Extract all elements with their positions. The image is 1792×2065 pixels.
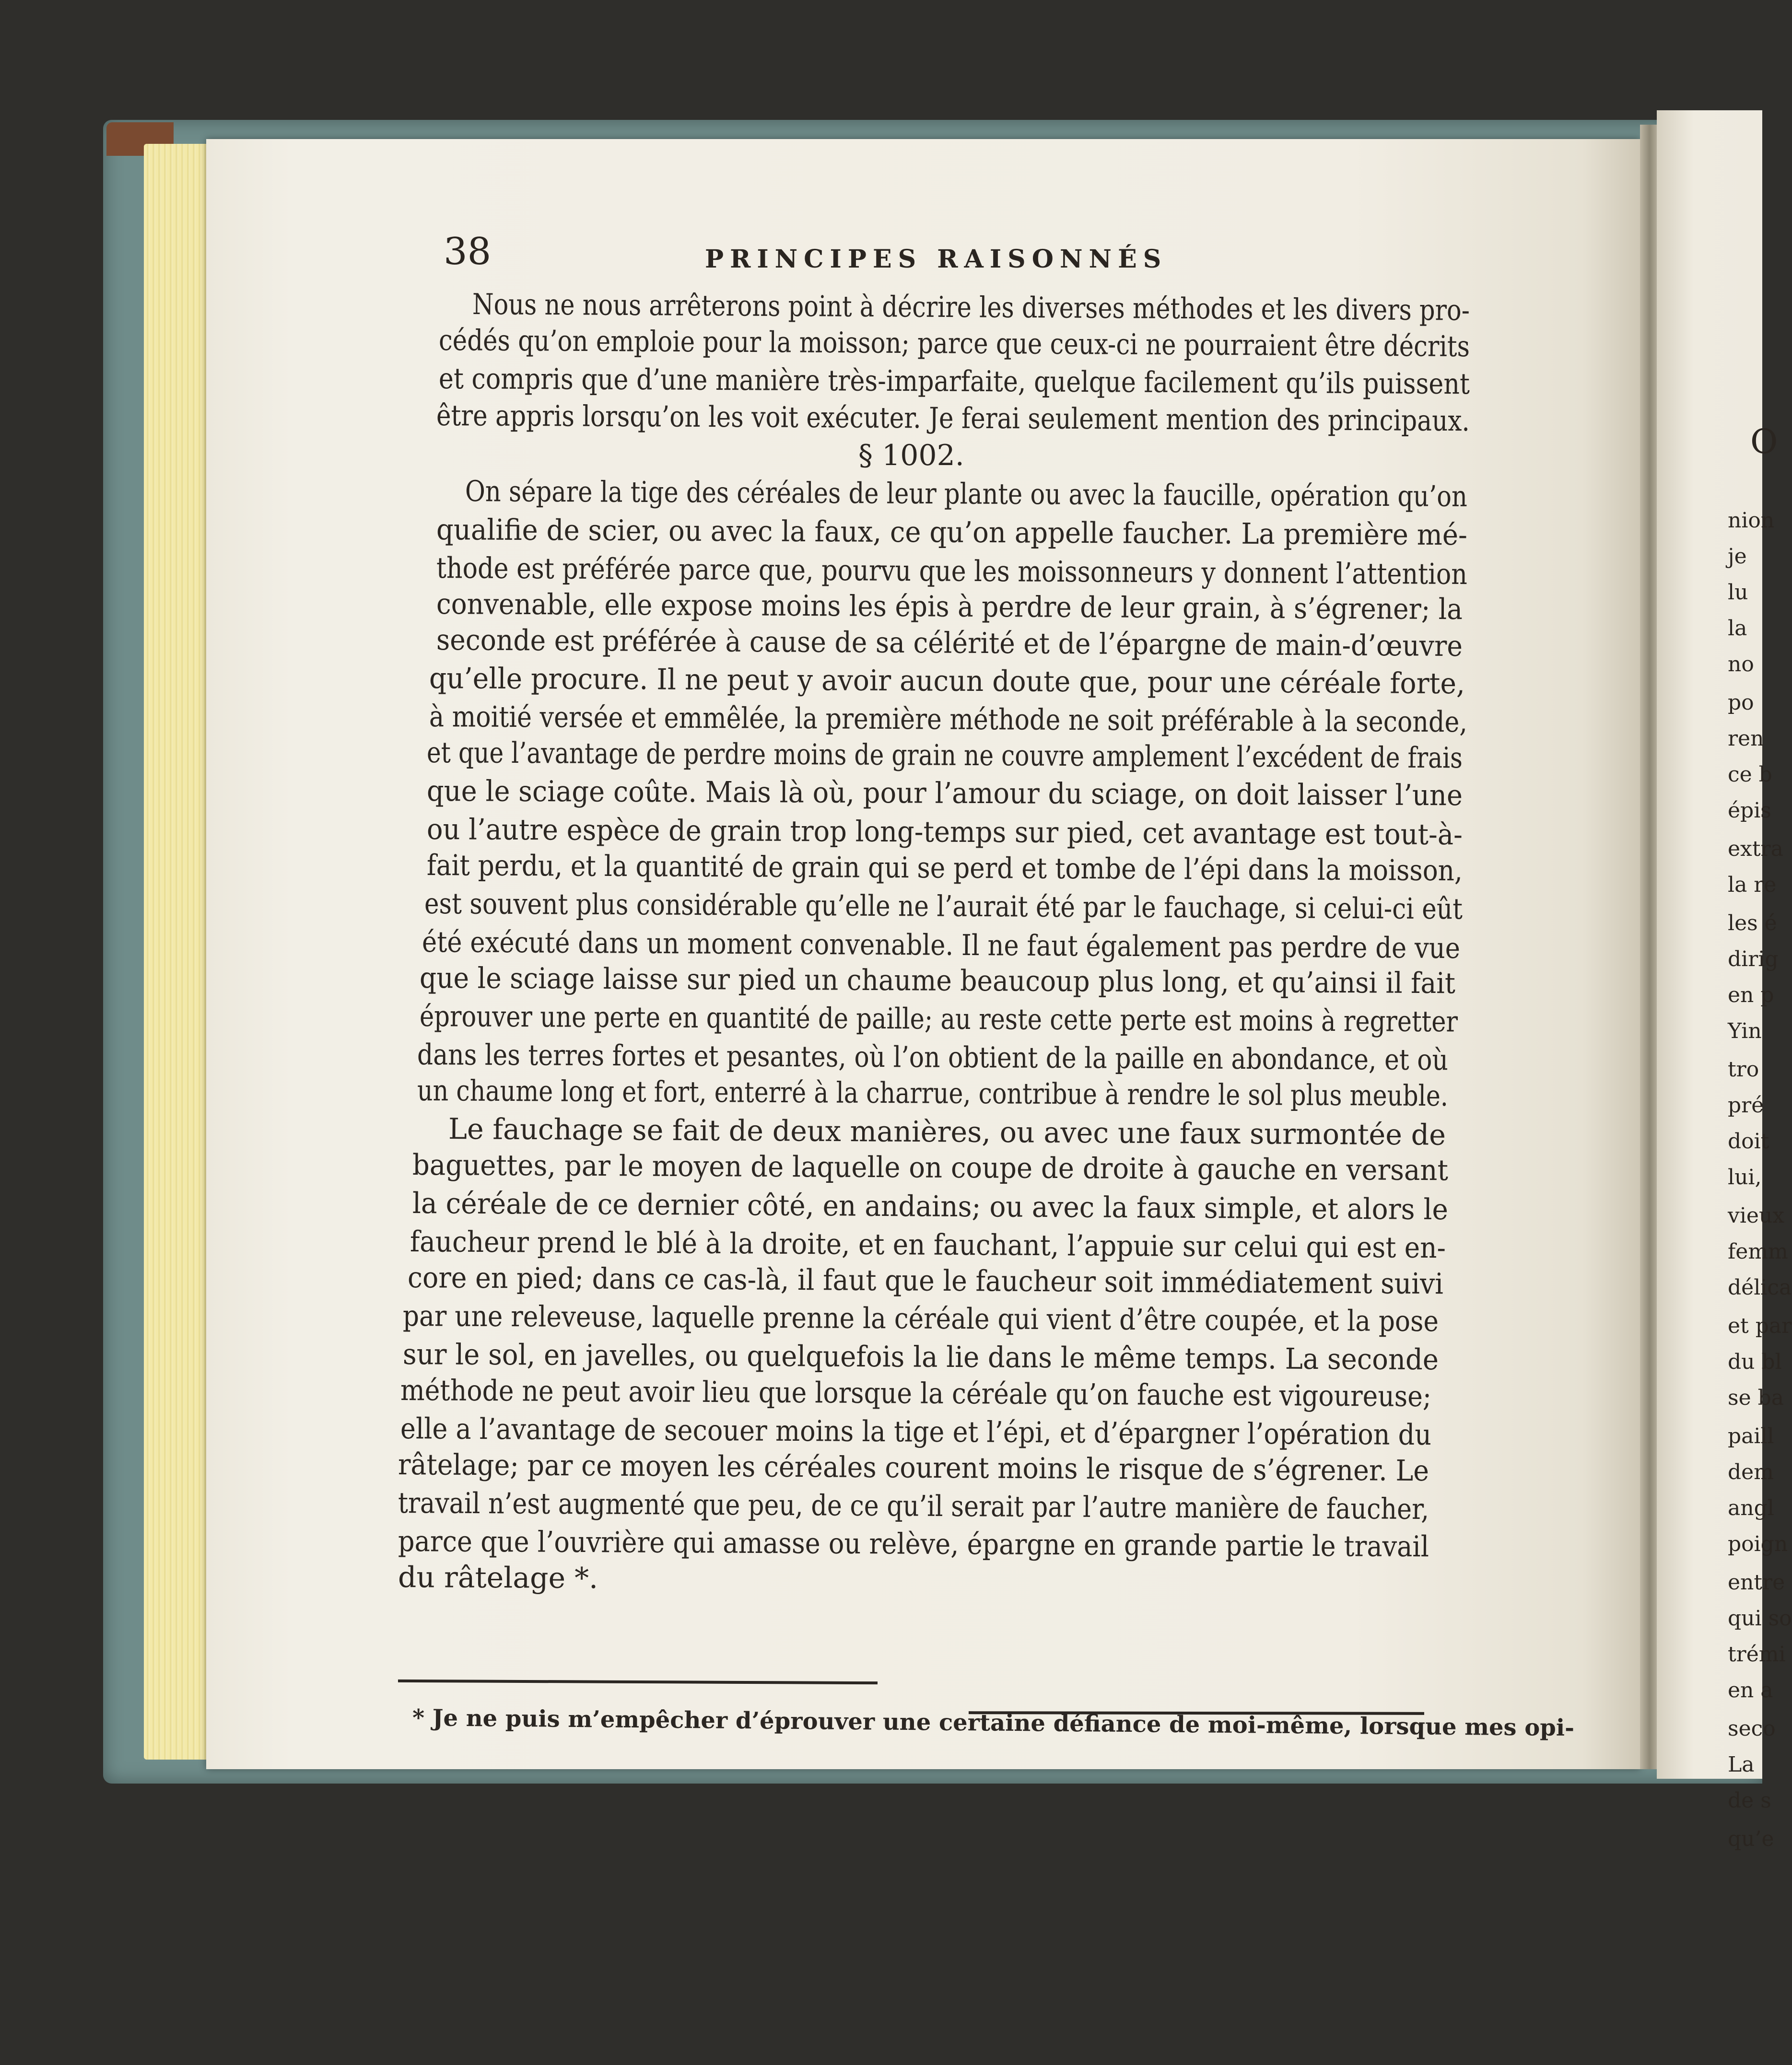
text-line: qualifie de scier, ou avec la faux, ce qu’on appelle faucher. La première mé- <box>436 513 1468 552</box>
text-line: convenable, elle expose moins les épis à perdre de leur grain, à s’égrener; la <box>436 587 1463 627</box>
text-line: est souvent plus considérable qu’elle ne l’aurait été par le fauchage, si celui-ci eût <box>424 887 1463 926</box>
facing-page-fragment: extra <box>1728 837 1783 861</box>
facing-page-fragment: qu’e <box>1728 1827 1774 1851</box>
facing-page-fragment: délica <box>1728 1275 1792 1300</box>
facing-page-fragment: ce b <box>1728 762 1772 787</box>
text-line: râtelage; par ce moyen les céréales courent moins le risque de s’égrener. Le <box>398 1448 1429 1488</box>
facing-page-fragment: no <box>1728 652 1754 677</box>
text-line: On sépare la tige des céréales de leur plante ou avec la faucille, opération qu’on <box>465 475 1468 513</box>
facing-page-fragment: qui so <box>1728 1606 1792 1631</box>
text-line: thode est préférée parce que, pourvu que les moissonneurs y donnent l’attention <box>436 551 1468 592</box>
facing-page-fragment: les é <box>1728 911 1777 935</box>
facing-page-fragment: poign <box>1728 1532 1788 1556</box>
text-line: Le fauchage se fait de deux manières, ou avec une faux surmontée de <box>448 1112 1446 1152</box>
facing-page-fragment: paill <box>1728 1424 1774 1448</box>
facing-page-fragment: épis <box>1728 798 1771 823</box>
facing-page-fragment: vieux <box>1728 1203 1785 1228</box>
text-line: éprouver une perte en quantité de paille; au reste cette perte est moins à regretter <box>419 1000 1458 1039</box>
text-line: travail n’est augmenté que peu, de ce qu’il serait par l’autre manière de faucher, <box>398 1486 1429 1527</box>
facing-page-fragment: po <box>1728 690 1754 715</box>
text-line: qu’elle procure. Il ne peut y avoir aucun doute que, pour une céréale forte, <box>429 662 1465 701</box>
text-line: fait perdu, et la quantité de grain qui se perd et tombe de l’épi dans la moisson, <box>426 849 1463 888</box>
page-number: 38 <box>444 230 492 273</box>
text-line: Nous ne nous arrêterons point à décrire les diverses méthodes et les divers pro- <box>472 288 1470 327</box>
facing-page-fragment: dem <box>1728 1460 1774 1484</box>
text-line: parce que l’ouvrière qui amasse ou relève, épargne en grande partie le travail <box>398 1525 1429 1564</box>
footnote: * Je ne puis m’empêcher d’éprouver une certaine défiance de moi-même, lorsque mes opi- <box>412 1704 1575 1742</box>
text-line: été exécuté dans un moment convenable. Il ne faut également pas perdre de vue <box>422 925 1461 966</box>
facing-page-fragment: la <box>1728 616 1747 641</box>
text-line: par une releveuse, laquelle prenne la céréale qui vient d’être coupée, et la pose <box>402 1299 1439 1339</box>
facing-page-fragment: O <box>1750 422 1778 461</box>
facing-page-fragment: pré <box>1728 1093 1764 1118</box>
facing-page-fragment: en a <box>1728 1678 1773 1703</box>
facing-page-fragment: et par <box>1728 1314 1792 1338</box>
facing-page-fragment: de s <box>1728 1788 1771 1813</box>
facing-page-fragment: entre <box>1728 1570 1785 1595</box>
text-line: § 1002. <box>858 439 964 472</box>
text-line: un chaume long et fort, enterré à la charrue, contribue à rendre le sol plus meuble. <box>417 1074 1449 1113</box>
facing-page-fragment: ren <box>1728 726 1764 751</box>
facing-page-fragment: seco <box>1728 1716 1776 1741</box>
page-edges <box>144 144 216 1760</box>
facing-page-fragment: du bl <box>1728 1350 1782 1374</box>
facing-page-fragment: angl <box>1728 1496 1774 1520</box>
text-line: baguettes, par le moyen de laquelle on coupe de droite à gauche en versant <box>412 1148 1449 1188</box>
facing-page-fragment: lui, <box>1728 1165 1762 1190</box>
text-line: et que l’avantage de perdre moins de grain ne couvre amplement l’excédent de frais <box>426 736 1463 775</box>
text-line: que le sciage laisse sur pied un chaume beaucoup plus long, et qu’ainsi il fait <box>419 961 1456 1001</box>
text-line: ou l’autre espèce de grain trop long-temps sur pied, cet avantage est tout-à- <box>426 813 1463 852</box>
text-line: elle a l’avantage de secouer moins la tige et l’épi, et d’épargner l’opération du <box>400 1412 1432 1452</box>
text-line: du râtelage *. <box>398 1561 598 1596</box>
text-line: sur le sol, en javelles, ou quelquefois la lie dans le même temps. La seconde <box>402 1338 1439 1377</box>
facing-page-fragment: Yin <box>1728 1019 1762 1043</box>
facing-page-fragment: dirig <box>1728 947 1779 971</box>
text-line: seconde est préférée à cause de sa célérité et de l’épargne de main-d’œuvre <box>436 623 1463 664</box>
facing-page-fragment: se ba <box>1728 1386 1784 1410</box>
text-line: core en pied; dans ce cas-là, il faut que le faucheur soit immédiatement suivi <box>407 1261 1444 1301</box>
text-line: méthode ne peut avoir lieu que lorsque la céréale qu’on fauche est vigoureuse; <box>400 1374 1432 1414</box>
text-line: à moitié versée et emmêlée, la première méthode ne soit préférable à la seconde, <box>429 700 1468 739</box>
text-line: être appris lorsqu’on les voit exécuter. Je ferai seulement mention des principaux. <box>436 399 1470 438</box>
text-line: cédés qu’on emploie pour la moisson; parce que ceux-ci ne pourraient être décrits <box>438 324 1470 364</box>
facing-page-fragment: femm <box>1728 1239 1788 1264</box>
facing-page-fragment: la re <box>1728 873 1777 897</box>
facing-page-fragment: La <box>1728 1752 1755 1777</box>
facing-page-fragment: je <box>1728 544 1747 569</box>
text-line: faucheur prend le blé à la droite, et en fauchant, l’appuie sur celui qui est en- <box>410 1225 1446 1265</box>
facing-page-fragment: lu <box>1728 580 1748 605</box>
facing-page-fragment: en p <box>1728 983 1774 1007</box>
facing-page-fragment: doit <box>1728 1129 1769 1154</box>
facing-page-fragment: tro <box>1728 1057 1759 1082</box>
text-line: la céréale de ce dernier côté, en andains; ou avec la faux simple, et alors le <box>412 1187 1449 1227</box>
facing-page-fragment: nion <box>1728 508 1775 533</box>
text-line: et compris que d’une manière très-imparfaite, quelque facilement qu’ils puissent <box>438 362 1470 401</box>
text-line: dans les terres fortes et pesantes, où l’on obtient de la paille en abondance, et où <box>417 1038 1449 1077</box>
facing-page <box>1657 110 1792 1851</box>
text-line: que le sciage coûte. Mais là où, pour l’amour du sciage, on doit laisser l’une <box>426 774 1463 813</box>
facing-page-fragment: trémi <box>1728 1642 1786 1667</box>
running-title: PRINCIPES RAISONNÉS <box>705 245 1168 274</box>
